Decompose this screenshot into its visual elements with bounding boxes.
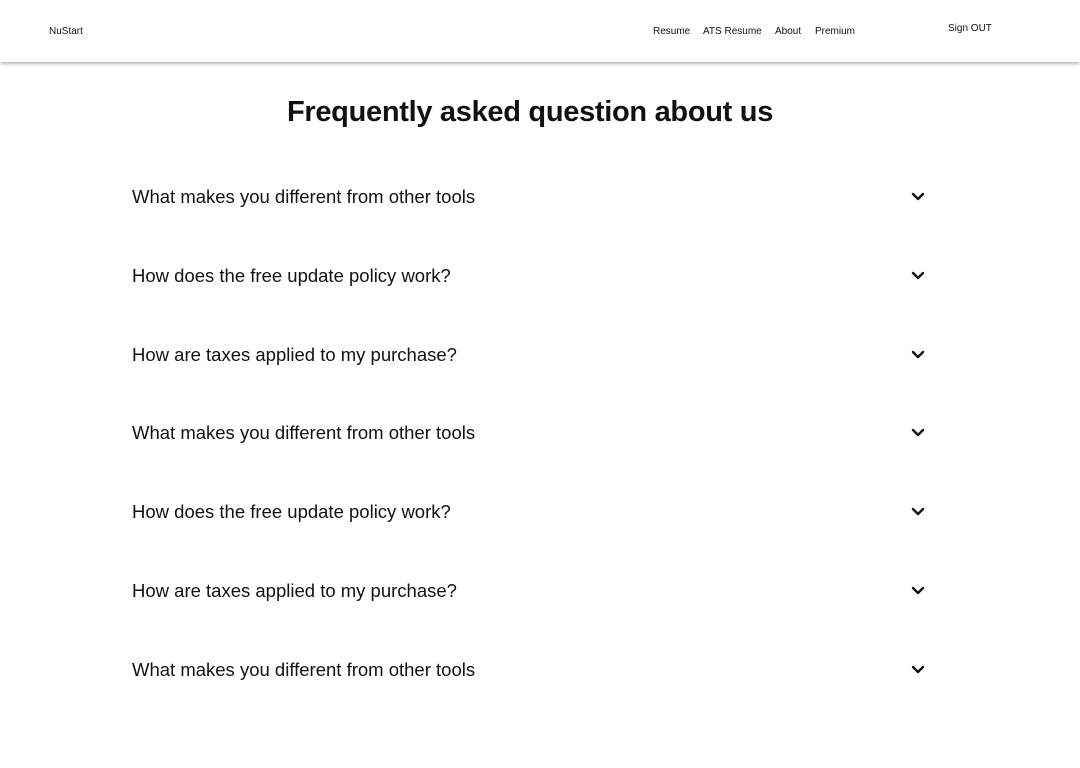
faq-question: How does the free update policy work? — [132, 501, 451, 522]
faq-item[interactable] — [132, 492, 928, 532]
faq-item[interactable] — [132, 335, 928, 375]
chevron-down-icon[interactable] — [910, 663, 926, 677]
nav-link-ats-resume[interactable]: ATS Resume — [703, 26, 762, 37]
chevron-down-icon[interactable] — [910, 426, 926, 440]
faq-question: What makes you different from other tools — [132, 659, 476, 680]
faq-item[interactable] — [132, 256, 928, 296]
brand-logo[interactable]: NuStart — [49, 26, 83, 37]
faq-question: What makes you different from other tools — [132, 186, 476, 207]
nav-link-about[interactable]: About — [775, 26, 802, 37]
faq-question: What makes you different from other tools — [132, 422, 476, 443]
top-navbar — [0, 0, 1080, 62]
sign-out-button[interactable]: Sign OUT — [948, 23, 992, 34]
faq-question: How are taxes applied to my purchase? — [132, 580, 457, 601]
chevron-down-icon[interactable] — [910, 505, 926, 519]
faq-question: How are taxes applied to my purchase? — [132, 344, 457, 365]
chevron-down-icon[interactable] — [910, 584, 926, 598]
faq-item[interactable] — [132, 177, 928, 217]
faq-item[interactable] — [132, 413, 928, 453]
faq-item[interactable] — [132, 571, 928, 611]
faq-item[interactable] — [132, 650, 928, 690]
nav-link-resume[interactable]: Resume — [653, 26, 691, 37]
chevron-down-icon[interactable] — [910, 348, 926, 362]
chevron-down-icon[interactable] — [910, 190, 926, 204]
chevron-down-icon[interactable] — [910, 269, 926, 283]
faq-question: How does the free update policy work? — [132, 265, 451, 286]
nav-link-premium[interactable]: Premium — [815, 26, 856, 37]
page-title: Frequently asked question about us — [286, 96, 774, 128]
